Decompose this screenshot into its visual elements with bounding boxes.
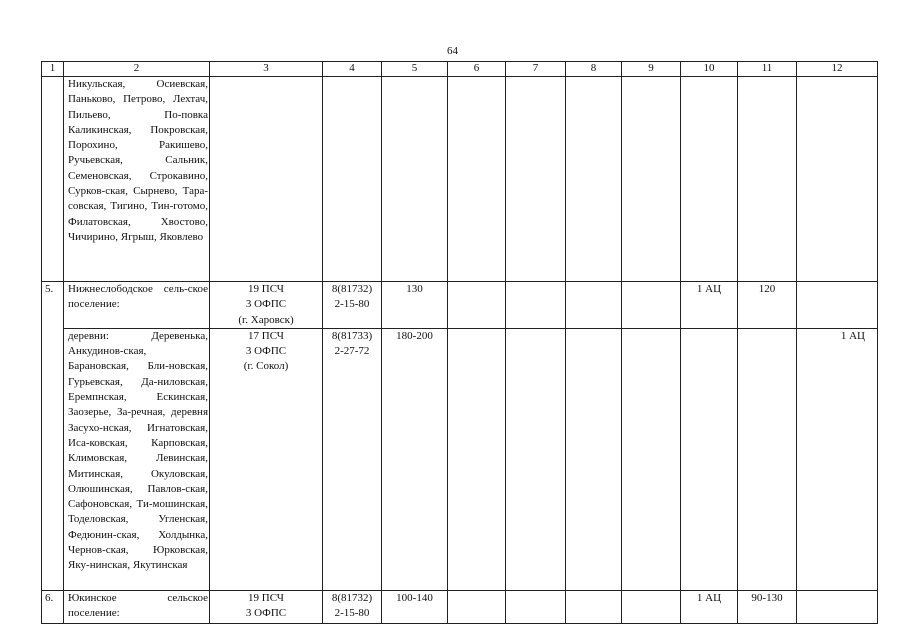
village-list: деревни: Деревенька, Анкудинов-ская, Барановская, Бли-новская, Гурьевская, Да-ниловская, Еремпнская, Ескинская, Заозерье, За-речная, деревня Засухо-нская, Игнатовская, Иса-ковская, Карповская, Климовская, Левинская, Митинская, Окуловская, Олюшинская, Павлов-ская, Сафоновская, Ти-мошинская, Тоделовская, Угленская, Федюнин-ская, Холдынка, Чернов-ская, Юрковская, Яку-нинская, Якутинская xyxy=(64,328,210,590)
col-header-9: 9 xyxy=(622,62,681,77)
col-header-12: 12 xyxy=(797,62,878,77)
col-header-5: 5 xyxy=(382,62,448,77)
col-header-11: 11 xyxy=(738,62,797,77)
col-header-4: 4 xyxy=(323,62,382,77)
column-header-row xyxy=(42,62,878,77)
fire-unit-cell xyxy=(210,590,323,623)
table-row-continued xyxy=(42,77,878,282)
col-header-3: 3 xyxy=(210,62,323,77)
vehicle-cell: 1 АЦ xyxy=(681,282,738,329)
page-number: 64 xyxy=(447,45,458,57)
phone-cell xyxy=(323,328,382,590)
distance-cell: 100-140 xyxy=(382,590,448,623)
row-number: 6. xyxy=(42,590,64,623)
unit-line: 17 ПСЧ xyxy=(248,329,284,342)
col-header-2: 2 xyxy=(64,62,210,77)
col-header-1: 1 xyxy=(42,62,64,77)
unit-line: 3 ОФПС xyxy=(245,607,287,620)
row-number: 5. xyxy=(42,282,64,591)
col-header-7: 7 xyxy=(506,62,566,77)
time-cell: 90-130 xyxy=(738,590,797,623)
table-row xyxy=(42,328,878,590)
col-header-6: 6 xyxy=(448,62,506,77)
fire-coverage-table xyxy=(41,61,878,624)
fire-unit-cell xyxy=(210,282,323,329)
unit-line: 3 ОФПС xyxy=(245,298,287,311)
col-header-10: 10 xyxy=(681,62,738,77)
settlement-name: Нижнеслободское сель-ское поселение: xyxy=(64,282,210,329)
col-header-8: 8 xyxy=(566,62,622,77)
village-list: Никульская, Осиевская, Паньково, Петрово, Лехтач, Пильево, По-повка Каликинская, Покровская, Порохино, Ракишево, Ручьевская, Сальник, Семеновская, Строкавино, Сурков-ская, Сырнево, Тара-совская, Тигино, Тин-готомо, Филатовская, Хвостово, Чичирино, Ягрыш, Яковлево xyxy=(64,77,210,282)
phone-line: 2-15-80 xyxy=(334,607,370,620)
phone-line: 2-27-72 xyxy=(334,345,370,358)
fire-unit-cell xyxy=(210,328,323,590)
phone-line: 8(81733) xyxy=(331,329,373,342)
vehicle-cell: 1 АЦ xyxy=(797,328,878,590)
distance-cell: 180-200 xyxy=(382,328,448,590)
unit-line: 3 ОФПС xyxy=(245,345,287,358)
unit-line: 19 ПСЧ xyxy=(248,591,284,604)
table-row xyxy=(42,282,878,329)
phone-line: 2-15-80 xyxy=(334,298,370,311)
unit-line: (г. Харовск) xyxy=(238,313,294,326)
table-row xyxy=(42,590,878,623)
phone-line: 8(81732) xyxy=(331,591,373,604)
phone-cell xyxy=(323,282,382,329)
unit-line: (г. Сокол) xyxy=(243,360,289,373)
unit-line: 19 ПСЧ xyxy=(248,283,284,295)
phone-line: 8(81732) xyxy=(331,283,373,295)
settlement-name: Юкинское сельское поселение: xyxy=(64,590,210,623)
time-cell: 120 xyxy=(738,282,797,329)
phone-cell xyxy=(323,590,382,623)
vehicle-cell: 1 АЦ xyxy=(681,590,738,623)
distance-cell: 130 xyxy=(382,282,448,329)
